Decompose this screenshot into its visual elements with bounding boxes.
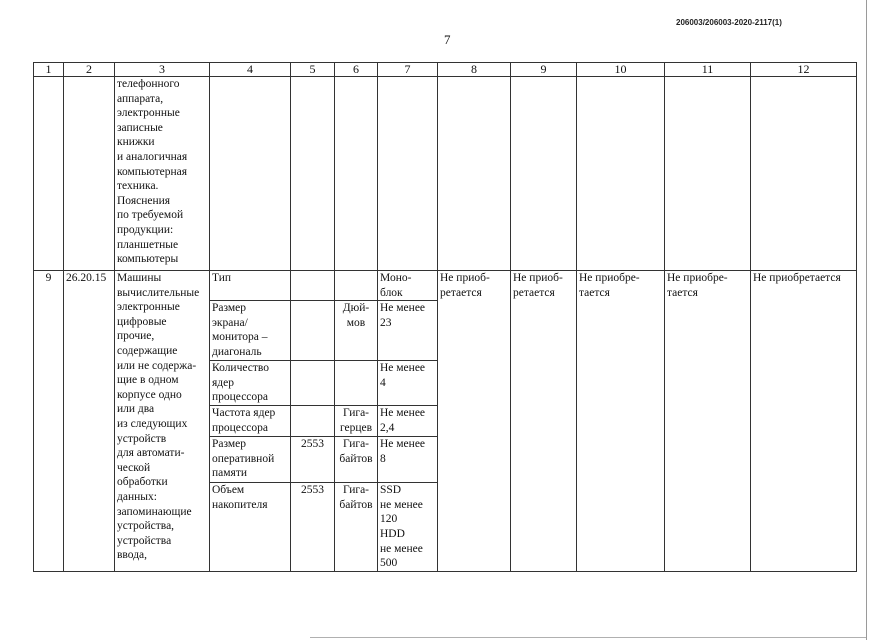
characteristic-name: Размер экрана/ монитора – диагональ [210, 301, 291, 361]
column-header: 10 [577, 63, 665, 77]
page-edge-right [866, 0, 867, 640]
characteristic-code [291, 271, 335, 301]
characteristic-name: Размер оперативной памяти [210, 437, 291, 483]
cell-empty [335, 77, 378, 271]
column-header: 9 [511, 63, 577, 77]
characteristic-value: Не менее 4 [378, 361, 438, 406]
cell-empty [577, 77, 665, 271]
column-header: 12 [751, 63, 857, 77]
column-header-row [34, 63, 857, 77]
characteristic-value: Моно- блок [378, 271, 438, 301]
table-row-continuation [34, 77, 857, 271]
cell-item-code: 26.20.15 [64, 271, 115, 572]
characteristic-code [291, 301, 335, 361]
characteristic-name: Количество ядер процессора [210, 361, 291, 406]
characteristic-unit [335, 271, 378, 301]
characteristic-name: Частота ядер процессора [210, 406, 291, 437]
characteristic-value: Не менее 8 [378, 437, 438, 483]
cell-empty [511, 77, 577, 271]
page-edge-bottom [310, 637, 866, 638]
characteristic-unit: Гига- герцев [335, 406, 378, 437]
column-header: 11 [665, 63, 751, 77]
cell-empty [378, 77, 438, 271]
cell-col-12: Не приобретается [751, 271, 857, 572]
column-header: 2 [64, 63, 115, 77]
cell-empty [438, 77, 511, 271]
characteristic-unit: Гига- байтов [335, 483, 378, 572]
column-header: 5 [291, 63, 335, 77]
characteristic-code [291, 361, 335, 406]
characteristic-code [291, 406, 335, 437]
column-header: 1 [34, 63, 64, 77]
characteristic-value: SSD не менее 120 HDD не менее 500 [378, 483, 438, 572]
cell-col-8: Не приоб- ретается [438, 271, 511, 572]
characteristic-name: Тип [210, 271, 291, 301]
cell-item-description: Машины вычислительные электронные цифровые прочие, содержащие или не содержа- щие в одном корпусе одно или два из следующих устройств для автомати- ческой обработки данных: запоминающие устройства, устройства ввода, [115, 271, 210, 572]
column-header: 3 [115, 63, 210, 77]
characteristic-name: Объем накопителя [210, 483, 291, 572]
document-id: 206003/206003-2020-2117(1) [676, 18, 782, 27]
characteristic-value: Не менее 23 [378, 301, 438, 361]
page-number: 7 [444, 32, 451, 47]
column-header: 4 [210, 63, 291, 77]
cell-col-10: Не приобре- тается [577, 271, 665, 572]
cell-empty [210, 77, 291, 271]
cell-description-continued: телефонного аппарата, электронные записные книжки и аналогичная компьютерная техника. Пояснения по требуемой продукции: планшетные компьютеры [115, 77, 210, 271]
cell-col-11: Не приобре- тается [665, 271, 751, 572]
characteristic-unit [335, 361, 378, 406]
column-header: 8 [438, 63, 511, 77]
cell-empty [665, 77, 751, 271]
cell-number [34, 77, 64, 271]
cell-code [64, 77, 115, 271]
characteristic-value: Не менее 2,4 [378, 406, 438, 437]
cell-empty [751, 77, 857, 271]
cell-item-number: 9 [34, 271, 64, 572]
characteristic-unit: Дюй- мов [335, 301, 378, 361]
column-header: 7 [378, 63, 438, 77]
cell-empty [291, 77, 335, 271]
characteristic-unit: Гига- байтов [335, 437, 378, 483]
characteristic-code: 2553 [291, 483, 335, 572]
characteristic-code: 2553 [291, 437, 335, 483]
table-row-item-9 [34, 271, 857, 301]
cell-col-9: Не приоб- ретается [511, 271, 577, 572]
column-header: 6 [335, 63, 378, 77]
requirements-table [33, 62, 857, 572]
